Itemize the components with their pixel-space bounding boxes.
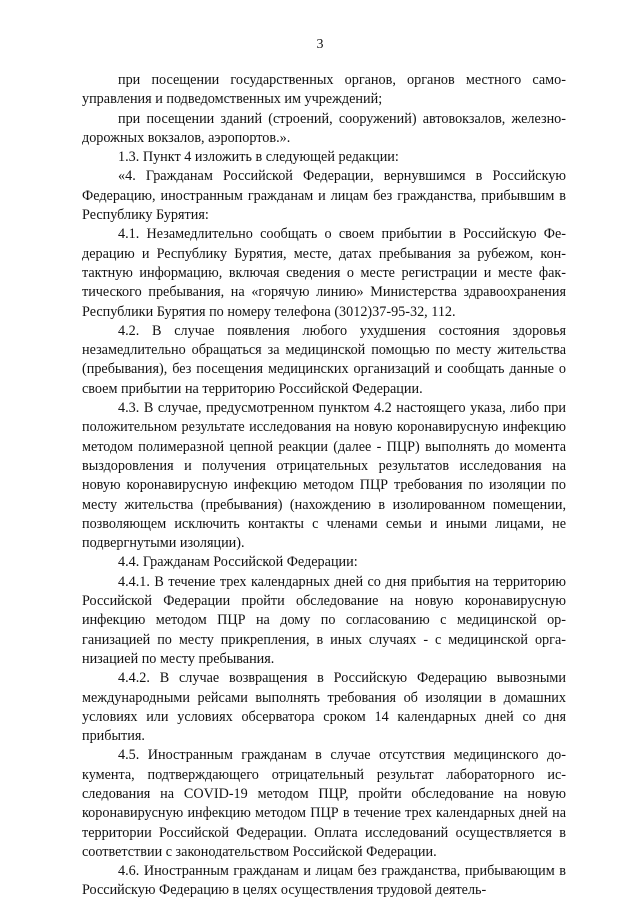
paragraph-4-4-citizens: 4.4. Гражданам Российской Федерации: bbox=[118, 554, 358, 571]
paragraph-4-3-isolation: 4.3. В случае, предусмотренном пунктом 4.2 настоящего указа, либо при положительном результате исследования на новую коронавирусную инфекцию методом полимеразной цепной реакции (далее - ПЦР) выполнять до момента выздоровления и получения отрицательных результатов исследования на новую коронавирусную инфекцию методом ПЦР требования по изоляции по месту жительства (пребывания) (нахождению в изолированном помещении, позволяющем исключить контакты с членами семьи и иными лицами, не подвергнутыми изоляции). bbox=[82, 400, 566, 552]
paragraph-visiting-authorities: при посещении государственных органов, органов местного самоуправления и подведомственных им учреждений; bbox=[82, 72, 566, 108]
paragraph-4-returning-citizens: «4. Гражданам Российской Федерации, вернувшимся в Российскую Федерацию, иностранным гражданам и лицам без гражданства, прибывшим в Республику Бурятия: bbox=[82, 168, 566, 224]
page-number: 3 bbox=[316, 37, 324, 52]
paragraph-4-5-foreign-citizens-testing: 4.5. Иностранным гражданам в случае отсутствия медицинского документа, подтверждающего отрицательный результат лабораторного исследования на COVID-19 методом ПЦР, пройти обследование на новую коронавирусную инфекцию методом ПЦР в течение трех календарных дней на территории Российской Федерации. Оплата исследований осуществляется в соответствии с законодательством Российской Федерации. bbox=[82, 747, 566, 860]
paragraph-visiting-stations: при посещении зданий (строений, сооружений) автовокзалов, железнодорожных вокзалов, аэропортов.». bbox=[82, 110, 566, 146]
document-body bbox=[82, 71, 566, 901]
paragraph-4-4-2-export-flights: 4.4.2. В случае возвращения в Российскую Федерацию вывозными международными рейсами выполнять требования об изоляции в домашних условиях или условиях обсерватора сроком 14 календарных дней со дня прибытия. bbox=[82, 670, 566, 745]
paragraph-4-1-report-arrival: 4.1. Незамедлительно сообщать о своем прибытии в Российскую Федерацию и Республику Бурятия, месте, датах пребывания за рубежом, контактную информацию, включая сведения о месте регистрации и месте фактического пребывания, на «горячую линию» Министерства здравоохранения Республики Бурятия по номеру телефона (3012)37-95-32, 112. bbox=[82, 226, 566, 320]
paragraph-4-2-seek-medical-help: 4.2. В случае появления любого ухудшения состояния здоровья незамедлительно обращаться за медицинской помощью по месту жительства (пребывания), без посещения медицинских организаций и сообщать данные о своем прибытии на территорию Российской Федерации. bbox=[82, 322, 566, 397]
paragraph-4-6-foreign-workers: 4.6. Иностранным гражданам и лицам без гражданства, прибывающим в Российскую Федерацию в целях осуществления трудовой деятель- bbox=[82, 863, 566, 899]
paragraph-1-3-amendment: 1.3. Пункт 4 изложить в следующей редакции: bbox=[118, 149, 399, 166]
paragraph-4-4-1-pcr-testing: 4.4.1. В течение трех календарных дней со дня прибытия на территорию Российской Федерации пройти обследование на новую коронавирусную инфекцию методом ПЦР на дому по согласованию с медицинской организацией по месту прикрепления, в иных случаях - с медицинской организацией по месту пребывания. bbox=[82, 573, 566, 667]
